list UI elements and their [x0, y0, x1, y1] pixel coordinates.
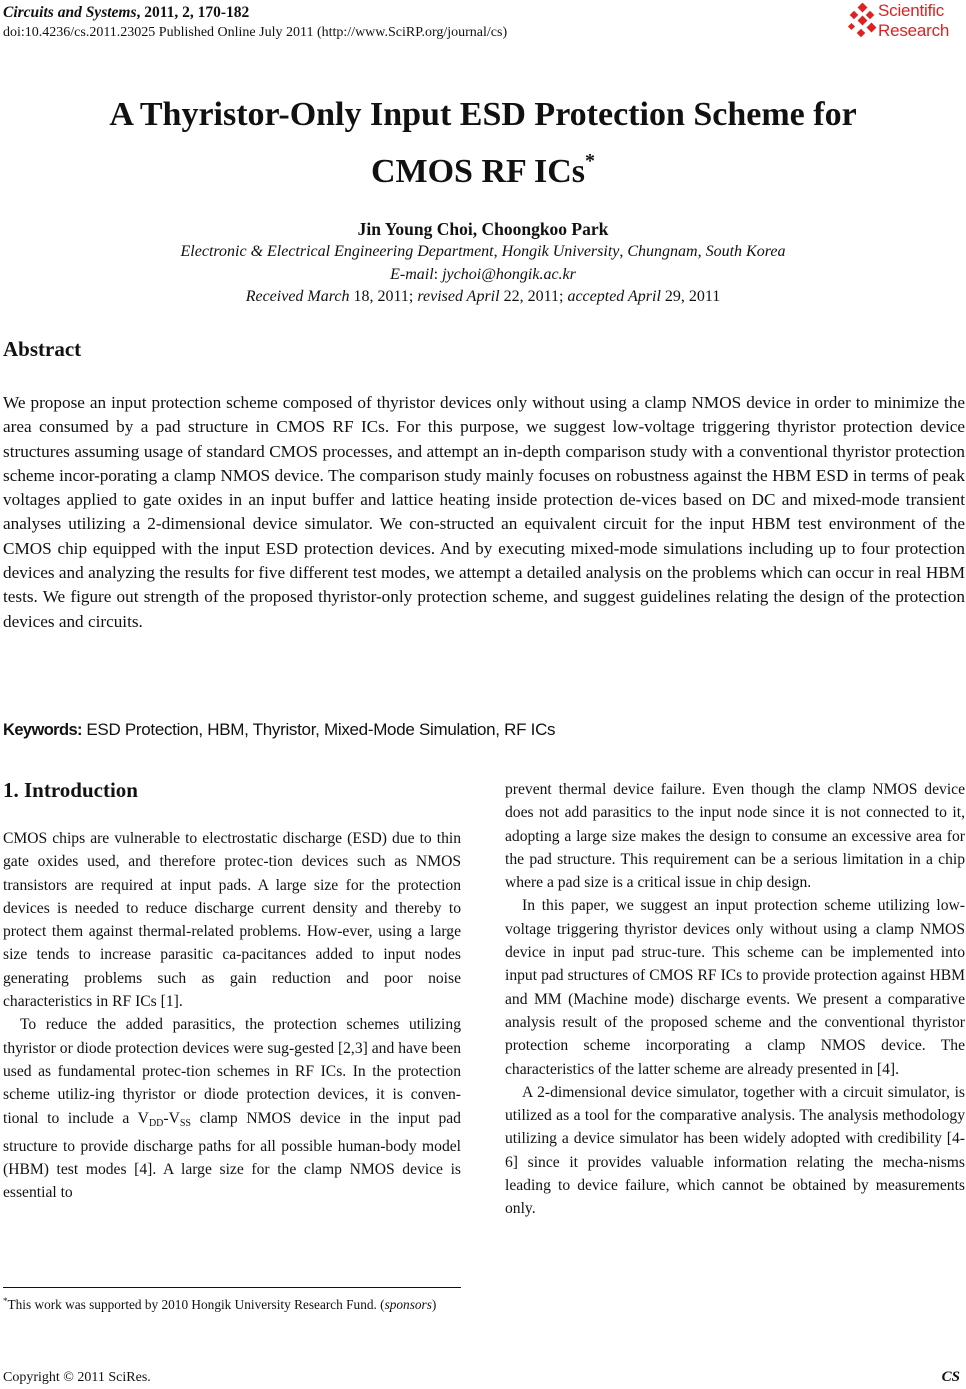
- publisher-logo: [846, 1, 966, 45]
- accepted-label: accepted April: [567, 288, 661, 305]
- revised-label: revised April: [417, 288, 500, 305]
- intro-paragraph-2: [3, 1013, 461, 1204]
- p2-sub-ss: SS: [179, 1117, 191, 1129]
- affiliation-block: [0, 241, 966, 309]
- affiliation-city: Chungnam: [627, 243, 698, 260]
- right-column: [505, 778, 965, 1221]
- affiliation-dept: Electronic & Electrical Engineering Department: [180, 243, 494, 260]
- footnote: [3, 1292, 461, 1315]
- footnote-sponsors: sponsors: [384, 1297, 432, 1312]
- affiliation-line: Electronic & Electrical Engineering Department, Hongik University, Chungnam, South Korea: [180, 243, 786, 260]
- copyright-notice: Copyright © 2011 SciRes.: [3, 1370, 151, 1385]
- intro-paragraph-5: A 2-dimensional device simulator, together with a circuit simulator, is utilized as a tool for the comparative analysis. The analysis methodology utilizing a device simulator has been widely adopted with credibility [4-6] since it provides valuable information relating the mecha-nisms leading to device failure, which cannot be obtained by measurements only.: [505, 1083, 965, 1218]
- footnote-close: ): [431, 1297, 437, 1312]
- keywords-text: ESD Protection, HBM, Thyristor, Mixed-Mode Simulation, RF ICs: [81, 720, 556, 739]
- email-line: E-mail: jychoi@hongik.ac.kr: [390, 265, 576, 283]
- received-date: 18, 2011;: [349, 288, 418, 305]
- journal-abbreviation: CS: [941, 1369, 960, 1385]
- intro-paragraph-1: CMOS chips are vulnerable to electrostatic discharge (ESD) due to thin gate oxides used, and therefore protec-tion devices such as NMOS transistors are required at input pads. A large size for the protection devices is needed to reduce discharge current density and thereby to protect them against thermal-related problems. How-ever, using a large size tends to increase parasitic ca-pacitances added to input nodes generating problems such as gain reduction and poor noise characteristics in RF ICs [1].: [3, 830, 461, 1011]
- keywords-label: Keywords:: [3, 721, 82, 739]
- abstract-heading: Abstract: [3, 337, 82, 361]
- email-label: E-mail: [390, 265, 434, 283]
- dates-line: [0, 286, 966, 309]
- footnote-divider: [3, 1287, 461, 1288]
- journal-volume: , 2011, 2, 170-182: [136, 4, 250, 21]
- logo-line-2: Research: [878, 20, 950, 40]
- revised-date: 22, 2011;: [499, 288, 568, 305]
- email-address: jychoi@hongik.ac.kr: [442, 265, 576, 283]
- footnote-text: This work was supported by 2010 Hongik University Research Fund. (: [7, 1297, 385, 1312]
- title-line-2-text: CMOS RF ICs: [370, 153, 586, 190]
- title-footnote-mark: *: [585, 150, 596, 172]
- intro-paragraph-4: In this paper, we suggest an input protection scheme utilizing low-voltage triggering thyristor devices only without using a clamp NMOS device in input pad struc-ture. This scheme can be implemented into input pad structures of CMOS RF ICs to provide protection against HBM and MM (Machine mode) discharge events. We present a comparative analysis result of the proposed scheme and the conventional thyristor protection scheme incorporating a clamp NMOS device. The characteristics of the latter scheme are already presented in [4].: [505, 897, 965, 1078]
- paper-title: [0, 92, 966, 195]
- logo-line-1: Scientific: [878, 1, 945, 20]
- journal-citation: [3, 3, 249, 22]
- p2-part-a: To reduce the added parasitics, the protection schemes utilizing thyristor or diode protection devices were sug-gested [2,3] and have been used as fundamental protec-tion schemes in RF ICs. In the protection scheme utiliz-ing thyristor or diode protection devices, it is conven-tional to include a V: [3, 1016, 461, 1127]
- p2-part-b: -V: [163, 1109, 180, 1127]
- scientific-research-logo-icon: [846, 3, 880, 41]
- p2-sub-dd: DD: [148, 1117, 164, 1129]
- author-list: Jin Young Choi, Choongkoo Park: [357, 219, 609, 239]
- logo-wordmark: [878, 1, 949, 40]
- abstract-text: We propose an input protection scheme composed of thyristor devices only without using a clamp NMOS device in order to minimize the area consumed by a pad structure in CMOS RF ICs. For this purpose, we suggest low-voltage triggering thyristor protection device structures assuming usage of standard CMOS processes, and attempt an in-depth comparison study with a conventional thyristor protection scheme incor-porating a clamp NMOS device. The comparison study mainly focuses on robustness against the HBM ESD in terms of peak voltages applied to gate oxides in an input buffer and lattice heating inside protection de-vices based on DC and mixed-mode transient analyses utilizing a 2-dimensional device simulator. We con-structed an equivalent circuit for the input HBM test environment of the CMOS chip equipped with the input ESD protection devices. And by executing mixed-mode simulations including up to four protection devices and analyzing the results for five different test modes, we attempt a detailed analysis on the problems which can occur in real HBM tests. We figure out strength of the proposed thyristor-only protection scheme, and suggest guidelines relating the design of the protection devices and circuits.: [3, 393, 965, 631]
- left-column: [3, 827, 461, 1205]
- title-line-1: A Thyristor-Only Input ESD Protection Scheme for: [109, 96, 857, 133]
- received-label: Received March: [245, 288, 350, 305]
- section-heading-introduction: 1. Introduction: [3, 778, 138, 802]
- footnote-mark: *: [3, 1296, 8, 1306]
- doi-line: doi:10.4236/cs.2011.23025 Published Online July 2011 (http://www.SciRP.org/journal/cs): [3, 25, 508, 40]
- keywords-line: [3, 718, 965, 742]
- intro-paragraph-3: prevent thermal device failure. Even though the clamp NMOS device does not add parasitics to the input node since it is not connected to it, adopting a large size makes the design to consume an excessive area for the pad structure. This requirement can be a serious limitation in a chip where a pad size is a critical issue in chip design.: [505, 781, 965, 892]
- accepted-date: 29, 2011: [660, 288, 721, 305]
- journal-name: Circuits and Systems: [3, 4, 137, 21]
- affiliation-univ: Hongik University: [501, 243, 620, 260]
- p2-part-c: clamp NMOS device in the input pad structure to provide discharge paths for all possible human-body model (HBM) test modes [4]. A large size for the clamp NMOS device is essential to: [3, 1109, 461, 1202]
- affiliation-country: South Korea: [705, 243, 786, 260]
- title-line-2: [0, 138, 966, 195]
